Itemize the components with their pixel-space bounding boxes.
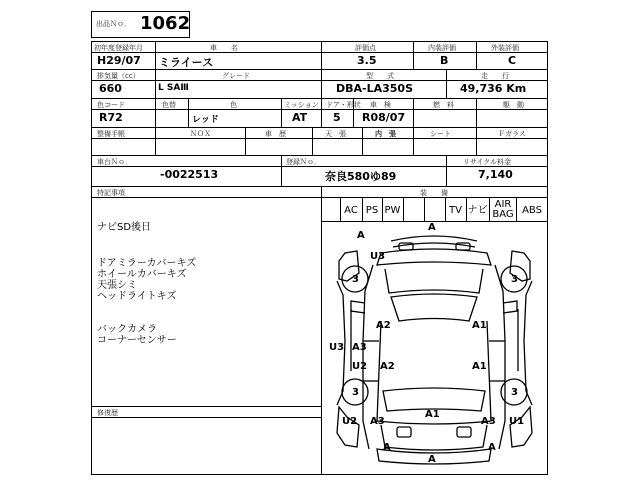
exterior-label: 外装評価	[491, 44, 519, 52]
recycle-label: リサイクル料金	[463, 158, 512, 166]
equipment-ps: PS	[365, 205, 379, 216]
mission-label: ミッション	[284, 101, 319, 109]
interior-label: 内装評価	[428, 44, 456, 52]
inspection-value: R08/07	[362, 111, 406, 124]
score-label: 評価点	[355, 44, 376, 52]
mileage-label: 走 行	[481, 72, 509, 80]
damage-mark: A1	[425, 409, 440, 420]
damage-mark: U1	[509, 416, 525, 427]
car-name-value: ミライース	[159, 56, 214, 69]
remarks-line: ヘッドライトキズ	[97, 291, 177, 302]
model-value: DBA-LA350S	[336, 82, 413, 95]
lot-number: 1062	[140, 13, 191, 34]
maintenance-label: 整備手帳	[97, 130, 125, 138]
damage-mark: A1	[472, 361, 487, 372]
damage-mark: 3	[352, 274, 359, 285]
color-code-label: 色コード	[97, 101, 125, 109]
interior-value: B	[440, 54, 449, 67]
damage-mark: A	[383, 442, 391, 453]
color-value: レッド	[192, 115, 219, 125]
color-code-value: R72	[99, 111, 123, 124]
equipment-abs: ABS	[522, 205, 542, 216]
damage-mark: A2	[380, 361, 395, 372]
equipment-tv: TV	[449, 205, 462, 216]
damage-mark: A3	[481, 416, 496, 427]
exterior-value: C	[508, 54, 517, 67]
equipment-airbag: AIR BAG	[492, 199, 514, 220]
grade-value: L SAⅢ	[158, 83, 189, 93]
remarks-label: 特記事項	[97, 189, 125, 197]
glass-label: Ｆガラス	[498, 130, 526, 138]
score-value: 3.5	[357, 54, 377, 67]
color-alt-label: 色替	[162, 101, 176, 109]
nox-label: ＮＯＸ	[190, 130, 211, 138]
remarks-line: ドアミラーカバーキズ	[97, 258, 197, 269]
fuel-label: 燃 料	[433, 101, 454, 109]
equipment-navi: ナビ	[467, 205, 488, 216]
chassis-label: 車台Ｎｏ．	[97, 158, 132, 166]
equipment-blank	[403, 201, 424, 221]
damage-mark: U2	[352, 361, 368, 372]
remarks-line: コーナーセンサー	[97, 335, 177, 346]
plate-label: 登録Ｎｏ．	[286, 158, 321, 166]
damage-mark: U2	[342, 416, 358, 427]
equipment-label: 装 備	[420, 189, 448, 197]
damage-mark: A3	[352, 342, 367, 353]
damage-mark: U3	[329, 342, 345, 353]
equipment-ac: AC	[344, 205, 358, 216]
interior-lining-label: 内 張	[375, 130, 396, 138]
model-label: 型 式	[366, 72, 394, 80]
displacement-value: 660	[99, 82, 122, 95]
damage-mark: A2	[376, 320, 391, 331]
plate-value: 奈良580ゆ89	[325, 170, 397, 183]
damage-mark: A	[357, 230, 365, 241]
damage-mark: A1	[472, 320, 487, 331]
recycle-value: 7,140	[478, 168, 513, 181]
chassis-value: -0022513	[160, 168, 219, 181]
damage-mark: A3	[370, 416, 385, 427]
repairs-label: 修復歴	[97, 409, 118, 417]
first-reg-label: 初年度登録年月	[94, 44, 143, 52]
damage-mark: 3	[511, 274, 518, 285]
remarks-line: ホイールカバーキズ	[97, 269, 187, 280]
damage-mark: 3	[511, 387, 518, 398]
remarks-line: バックカメラ	[97, 324, 157, 335]
lot-number-label: 出品Ｎｏ．	[96, 20, 131, 28]
grade-label: グレード	[222, 72, 250, 80]
roof-label: 天 張	[325, 130, 346, 138]
color-label: 色	[230, 101, 237, 109]
damage-mark: A	[488, 442, 496, 453]
doors-value: 5	[333, 111, 341, 124]
doors-label: ドア・形状	[326, 101, 361, 109]
remarks-line: ナビSD後日	[97, 222, 152, 233]
displacement-label: 排気量（cc）	[97, 72, 140, 80]
seat-label: シート	[430, 130, 451, 138]
damage-mark: A	[428, 222, 436, 233]
damage-mark: 3	[352, 387, 359, 398]
equipment-blank	[424, 201, 445, 221]
history-label: 車 歴	[265, 130, 286, 138]
equipment-pw: PW	[384, 205, 401, 216]
car-name-label: 車 名	[210, 44, 238, 52]
mission-value: AT	[292, 111, 308, 124]
damage-mark: A	[428, 454, 436, 465]
damage-mark: U3	[370, 251, 386, 262]
first-reg-value: H29/07	[97, 54, 141, 67]
drive-label: 駆 動	[503, 101, 524, 109]
inspection-label: 車 検	[370, 101, 391, 109]
mileage-value: 49,736 Km	[460, 82, 527, 95]
remarks-line: 天張シミ	[97, 280, 137, 291]
